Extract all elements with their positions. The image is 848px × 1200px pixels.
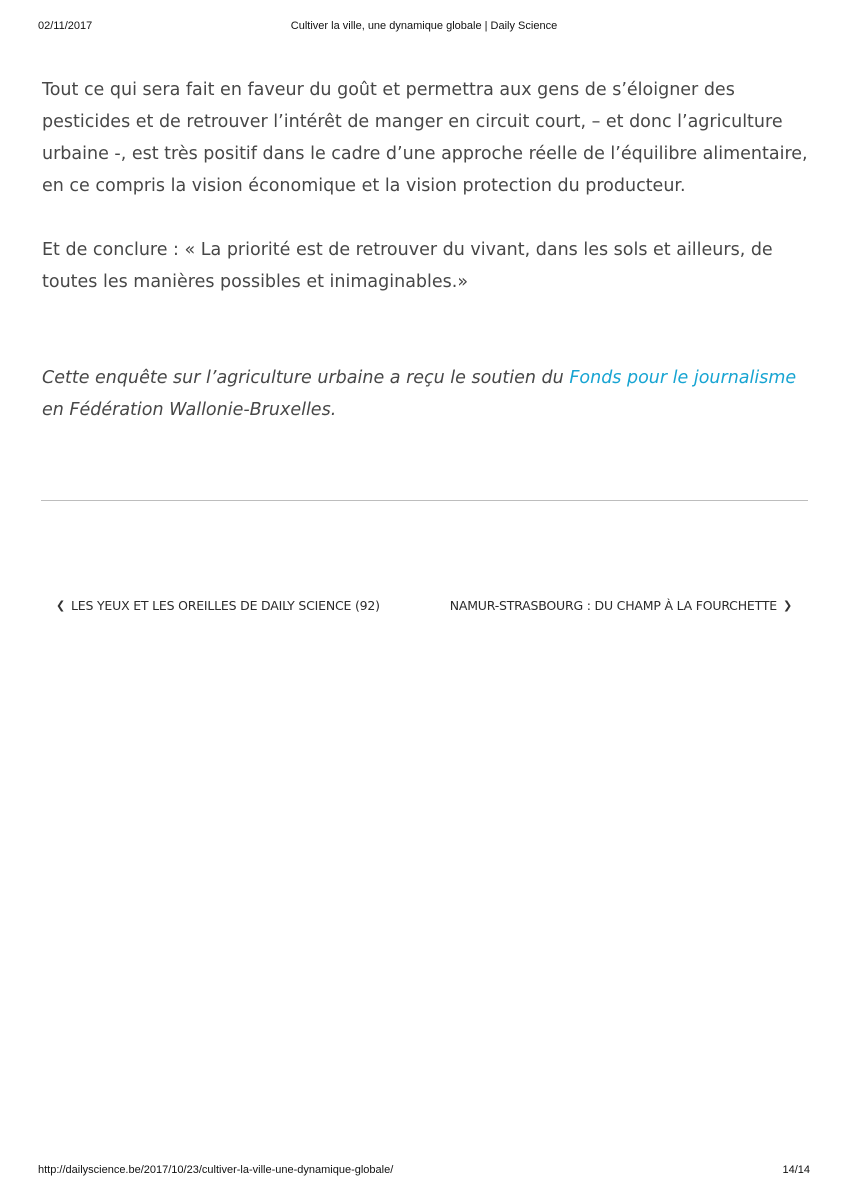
page-number: 14/14 <box>782 1164 810 1176</box>
funding-link[interactable]: Fonds pour le journalisme <box>569 368 797 388</box>
chevron-left-icon: ❮ <box>56 599 66 612</box>
print-date: 02/11/2017 <box>38 20 93 32</box>
support-note <box>42 362 817 426</box>
article-paragraph: Et de conclure : « La priorité est de retrouver du vivant, dans les sols et ailleurs, de toutes les manières possibles et inimaginables.» <box>42 240 773 292</box>
section-divider <box>41 500 808 501</box>
support-text-before: Cette enquête sur l’agriculture urbaine a reçu le soutien du <box>42 368 570 388</box>
print-footer <box>38 1164 810 1180</box>
article-body <box>42 74 817 458</box>
print-header <box>38 20 810 36</box>
chevron-right-icon: ❯ <box>782 599 792 612</box>
previous-post-link[interactable] <box>56 598 380 613</box>
next-post-link[interactable] <box>450 598 792 613</box>
article-paragraph: Tout ce qui sera fait en faveur du goût et permettra aux gens de s’éloigner des pesticides et de retrouver l’intérêt de manger en circuit court, – et donc l’agriculture urbaine -, est très positif dans le cadre d’une approche réelle de l’équilibre alimentaire, en ce compris la vision économique et la vision protection du producteur. <box>42 80 808 196</box>
support-text-after: en Fédération Wallonie-Bruxelles. <box>42 400 337 420</box>
post-navigation <box>56 598 792 618</box>
next-post-label: NAMUR-STRASBOURG : DU CHAMP À LA FOURCHETTE <box>449 598 777 613</box>
print-url: http://dailyscience.be/2017/10/23/cultiver-la-ville-une-dynamique-globale/ <box>38 1164 394 1176</box>
previous-post-label: LES YEUX ET LES OREILLES DE DAILY SCIENCE (92) <box>71 598 380 613</box>
print-page-title: Cultiver la ville, une dynamique globale | Daily Science <box>290 20 558 32</box>
